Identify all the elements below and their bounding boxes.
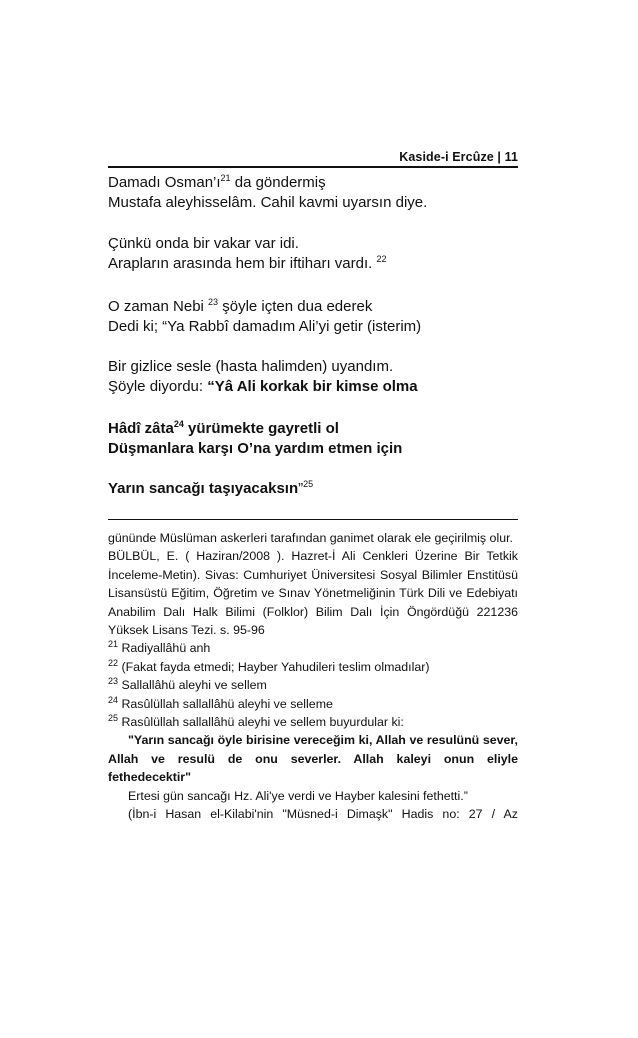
footnote-text: Sallallâhü aleyhi ve sellem: [118, 678, 267, 693]
verse-text-bold: Yarın sancağı taşıyacaksın: [108, 480, 299, 497]
verse-text: Hâdî zâta: [108, 420, 174, 437]
footnote-number: 22: [108, 657, 119, 668]
footnote-number: 25: [108, 712, 119, 723]
verse-text: yürümekte gayretli ol: [183, 420, 339, 437]
verse-line: [108, 254, 518, 274]
verse-stanza-3: [108, 297, 518, 337]
verse-line: Bir gizlice sesle (hasta halimden) uyandım.: [108, 358, 394, 375]
verse-stanza-2: [108, 234, 518, 274]
verse-text: şöyle içten dua ederek: [218, 298, 373, 315]
verse-text: O zaman Nebi: [108, 298, 209, 315]
footnote-22: [108, 658, 518, 676]
verse-stanza-5: [108, 419, 518, 459]
footnotes: [108, 529, 518, 824]
footnote-24: [108, 695, 518, 713]
verse-text: Arapların arasında hem bir iftiharı vardı.: [108, 255, 377, 272]
footnote-21: [108, 639, 518, 657]
footnote-separator: [108, 519, 518, 520]
verse-text: Damadı Osman’ı: [108, 174, 221, 191]
footnote-ref[interactable]: 22: [376, 254, 387, 264]
verse-text: ”: [298, 480, 304, 497]
verse-line: Mustafa aleyhisselâm. Cahil kavmi uyarsın diye.: [108, 194, 428, 211]
verse-line: Düşmanlara karşı O’na yardım etmen için: [108, 440, 403, 457]
footnote-number: 21: [108, 639, 119, 650]
footnote-text: Rasûlüllah sallallâhü aleyhi ve selleme: [118, 696, 333, 711]
footnote-continuation: gününde Müslüman askerleri tarafından ganimet olarak ele geçirilmiş olur.: [108, 531, 513, 545]
hadith-quote: "Yarın sancağı öyle birisine vereceğim ki, Allah ve resulünü sever, Allah ve resulü de onu severler. Allah kaleyi onun eliyle fethedecektir": [108, 733, 518, 785]
verse-line: [108, 419, 518, 439]
footnote-text: (Fakat fayda etmedi; Hayber Yahudileri teslim olmadılar): [118, 659, 430, 674]
footnote-text: Radiyallâhü anh: [118, 641, 211, 656]
verse-line: Dedi ki; “Ya Rabbî damadım Ali’yi getir (isterim): [108, 318, 422, 335]
running-header: Kaside-i Ercûze | 11: [399, 150, 518, 164]
footnote-ref[interactable]: 23: [208, 297, 219, 307]
footnote-citation: BÜLBÜL, E. ( Haziran/2008 ). Hazret-İ Ali Cenkleri Üzerine Bir Tetkik İnceleme-Metin). Sivas: Cumhuriyet Üniversitesi Sosyal Bilimler Enstitüsü Lisansüstü Eğitim, Öğretim ve Sınav Yönetmeliğinin Türk Dili ve Edebiyatı Anabilim Dalı Halk Bilimi (Folklor) Bilim Dalı İçin Öngördüğü 221236 Yüksek Lisans Tezi. s. 95-96: [108, 549, 518, 638]
header-rule: [108, 166, 518, 168]
hadith-source: (İbn-i Hasan el-Kilabi'nin "Müsned-i Dimaşk" Hadis no: 27 / Az: [128, 807, 518, 822]
verse-line: Çünkü onda bir vakar var idi.: [108, 235, 299, 252]
verse-line: [108, 479, 518, 499]
verse-text: Şöyle diyordu:: [108, 378, 208, 395]
verse-stanza-4: [108, 357, 518, 397]
footnote-ref[interactable]: 25: [303, 479, 314, 489]
verse-text-bold: “Yâ Ali korkak bir kimse olma: [207, 378, 418, 395]
verse-line: [108, 377, 518, 397]
footnote-25: [108, 713, 518, 731]
verse-line: [108, 173, 518, 193]
footnote-text: Rasûlüllah sallallâhü aleyhi ve sellem buyurdular ki:: [118, 715, 404, 730]
verse-stanza-6: [108, 479, 518, 499]
footnote-23: [108, 676, 518, 694]
footnote-number: 23: [108, 676, 119, 687]
footnote-ref[interactable]: 24: [173, 419, 184, 429]
verse-text: da göndermiş: [230, 174, 326, 191]
verse-line: [108, 297, 518, 317]
hadith-quote-end: Ertesi gün sancağı Hz. Ali'ye verdi ve Hayber kalesini fethetti.”: [128, 788, 468, 803]
verse-stanza-1: [108, 173, 518, 213]
footnote-number: 24: [108, 694, 119, 705]
footnote-ref[interactable]: 21: [220, 173, 231, 183]
